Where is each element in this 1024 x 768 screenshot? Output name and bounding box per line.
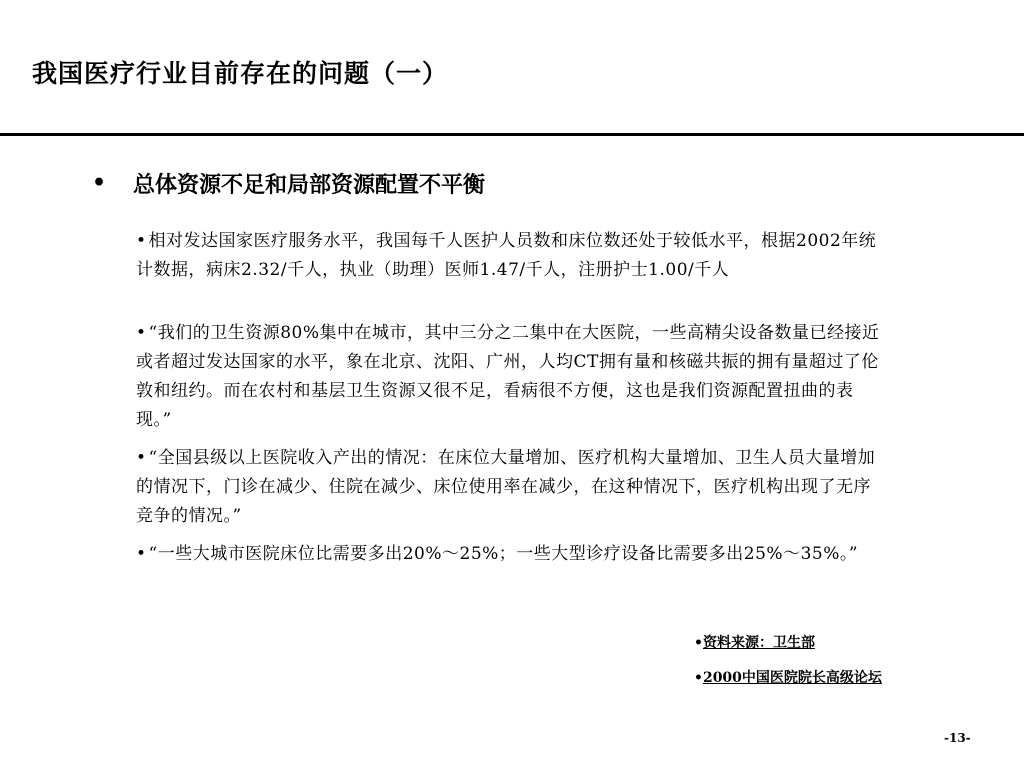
sub-item-bullet: • [136,448,147,468]
source-bullet: • [694,670,703,686]
sub-item-bullet: • [136,323,147,343]
main-bullet-symbol: • [92,170,107,196]
sub-item-bullet: • [136,231,147,251]
slide-title: 我国医疗行业目前存在的问题（一） [32,59,449,88]
sub-item [136,540,888,569]
main-bullet-text: 总体资源不足和局部资源配置不平衡 [133,172,486,198]
title-divider [0,133,1024,136]
sub-item-text: “一些大城市医院床位比需要多出20%～25%；一些大型诊疗设备比需要多出25%～35%。” [148,544,859,564]
page-number: -13- [944,731,971,745]
source-bullet: • [694,635,703,651]
source-text: 资料来源：卫生部 [702,635,815,651]
sub-item-bullet: • [136,544,147,564]
sub-item-text: “全国县级以上医院收入产出的情况：在床位大量增加、医疗机构大量增加、卫生人员大量增加的情况下，门诊在减少、住院在减少、床位使用率在减少，在这种情况下，医疗机构出现了无序竞争的情况。” [136,448,876,526]
sub-item-text: “我们的卫生资源80%集中在城市，其中三分之二集中在大医院，一些高精尖设备数量已经接近或者超过发达国家的水平，象在北京、沈阳、广州，人均CT拥有量和核磁共振的拥有量超过了伦敦和纽约。而在农村和基层卫生资源又很不足，看病很不方便，这也是我们资源配置扭曲的表现。” [136,323,880,430]
sub-item [136,227,888,285]
sub-item [136,444,888,531]
sub-item [136,319,888,435]
sub-item-text: 相对发达国家医疗服务水平，我国每千人医护人员数和床位数还处于较低水平，根据2002年统计数据，病床2.32/千人，执业（助理）医师1.47/千人，注册护士1.00/千人 [136,231,877,280]
source-text: 2000中国医院院长高级论坛 [702,670,882,686]
source-item [694,632,815,652]
source-item [694,667,882,687]
